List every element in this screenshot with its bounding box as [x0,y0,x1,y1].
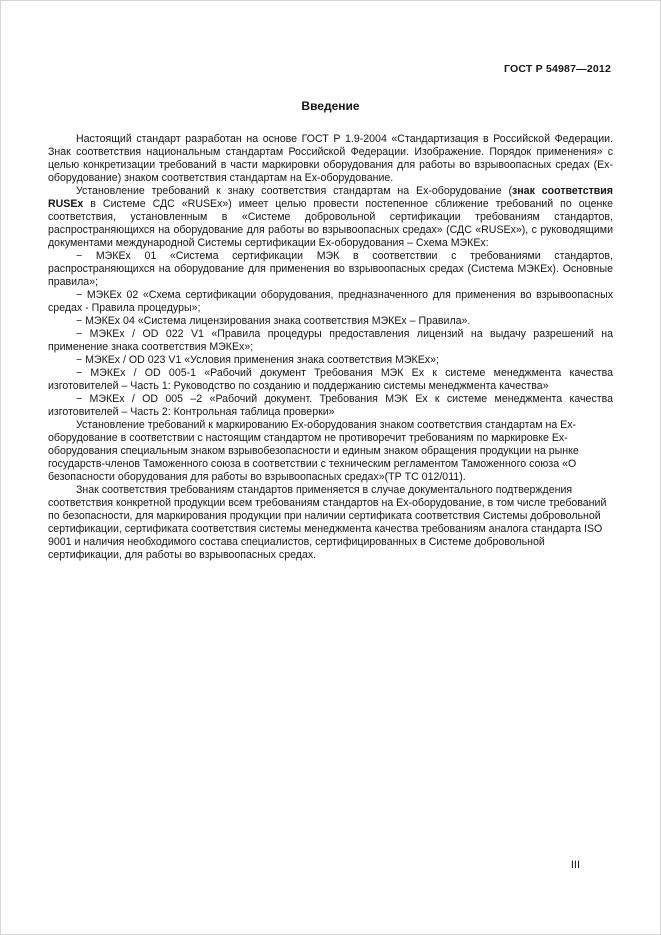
doc-reference: ГОСТ Р 54987—2012 [503,63,611,75]
document-body [48,133,613,562]
paragraph-marking: Установление требований к маркированию Ех-оборудования знаком соответствия стандартам на Ех-оборудование в соответствии с настоящим стандартом не противоречит требованиям по маркировке Ех-оборудования специальным знаком взрывобезопасности и единым знаком обращения продукции на рынке государств-членов Таможенного союза в соответствии с техническим регламентом Таможенного союза «О безопасности оборудования для работы во взрывоопасных средах»(ТР ТС 012/011). [48,419,579,483]
paragraph-requirements [48,185,613,250]
page-number: III [570,859,580,871]
paragraph-text: в Системе СДС «RUSEx») имеет целью провести постепенное сближение требований по оценке соответствия, установленным в «Системе добровольной сертификации требованиям стандартов, распространяющихся на оборудование для работы во взрывоопасных средах» (СДС «RUSEx»), с руководящими документами международной Системы сертификации Ех-оборудования – Схема МЭКЕх: [48,198,613,249]
list-item: − МЭКЕх 01 «Система сертификации МЭК в соответствии с требованиями стандартов, распространяющихся на оборудование для применения во взрывоопасных средах (Система МЭКЕх). Основные правила»; [48,250,613,288]
section-title: Введение [301,99,360,113]
list-item: − МЭКЕх / OD 005 –2 «Рабочий документ. Требования МЭК Ех к системе менеджмента качества изготовителей – Часть 2: Контрольная таблица проверки» [48,393,613,418]
paragraph-text: Установление требований к знаку соответствия стандартам на Ех-оборудование ( [76,185,513,197]
list-item: − МЭКЕх 04 «Система лицензирования знака соответствия МЭКЕх – Правила». [76,315,471,327]
list-item: − МЭКЕх / OD 005-1 «Рабочий документ Требования МЭК Ех к системе менеджмента качества изготовителей – Часть 1: Руководство по созданию и поддержанию системы менеджмента качества» [48,367,613,392]
list-item: − МЭКЕх 02 «Схема сертификации оборудования, предназначенного для применения во взрывоопасных средах - Правила процедуры»; [48,289,613,314]
paragraph-conformity-sign: Знак соответствия требованиям стандартов применяется в случае документального подтверждения соответствия конкретной продукции всем требованиям стандартов на Ех-оборудование, в том числе требований по безопасности, для маркирования продукции при наличии сертификата соответствия Системы добровольной сертификации, сертификата соответствия системы менеджмента качества требованиям аналога стандарта ISO 9001 и наличия необходимого состава специалистов, сертифицированных в Системе добровольной сертификации, для работы во взрывоопасных средах. [48,484,607,561]
bold-term: знак соответствия RUSEx [48,185,613,210]
list-item: − МЭКЕх / OD 022 V1 «Правила процедуры предоставления лицензий на выдачу разрешений на применение знака соответствия МЭКЕх»; [48,328,613,353]
paragraph-intro: Настоящий стандарт разработан на основе ГОСТ Р 1.9-2004 «Стандартизация в Российской Федерации. Знак соответствия национальным стандартам Российской Федерации. Изображение. Порядок применения» с целью конкретизации требований в части маркировки оборудования для работы во взрывоопасных средах (Ех-оборудование) знаком соответствия стандартам на Ех-оборудование. [48,133,613,184]
list-item: − МЭКЕх / OD 023 V1 «Условия применения знака соответствия МЭКЕх»; [76,354,439,366]
